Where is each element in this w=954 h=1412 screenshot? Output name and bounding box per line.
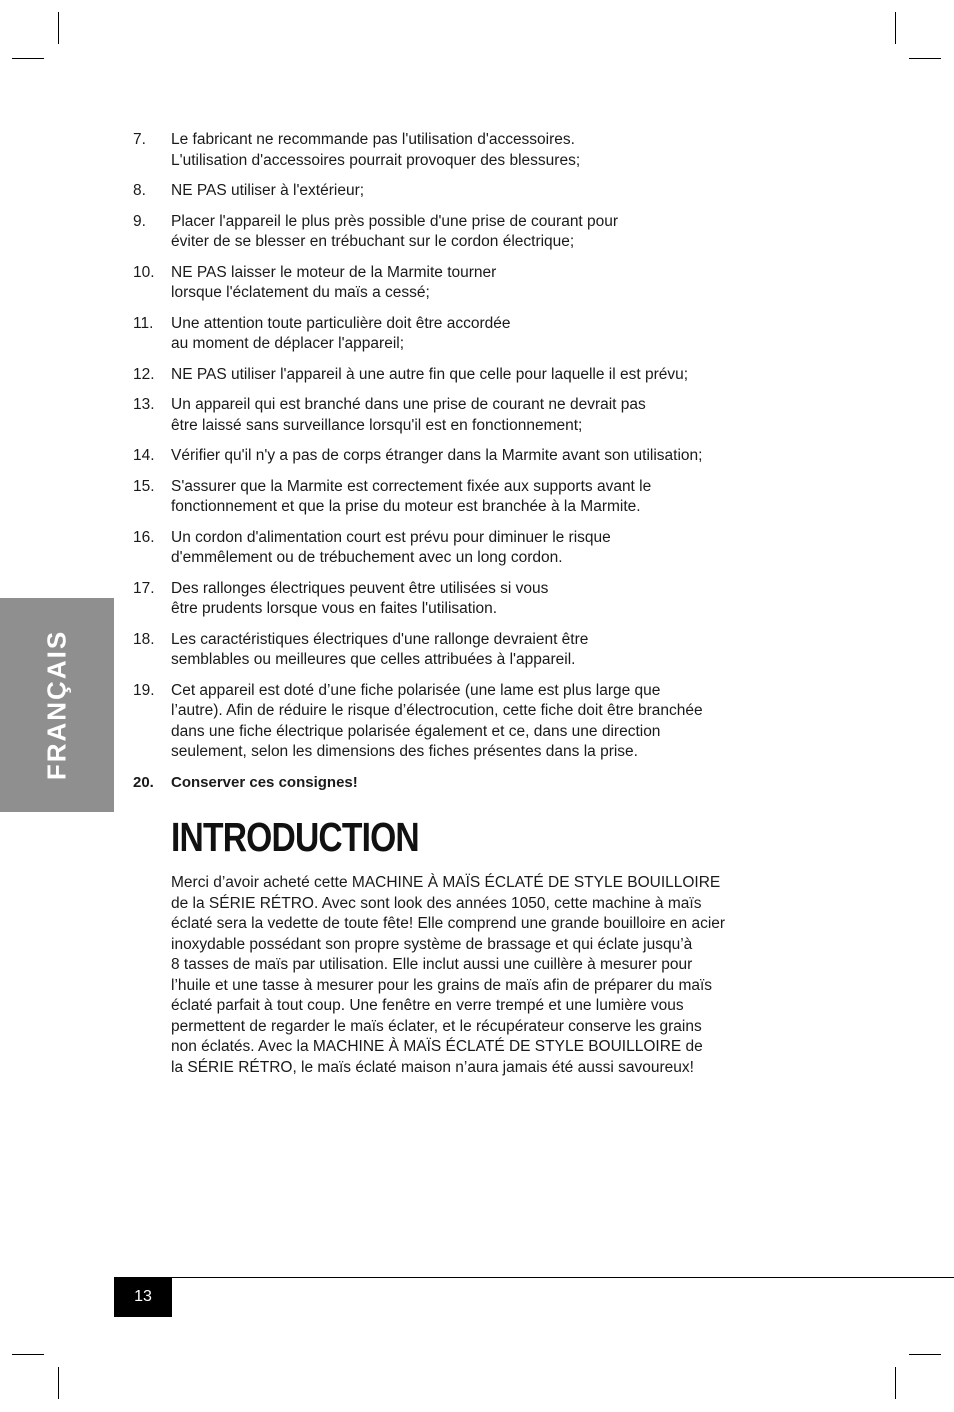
text-line: non éclatés. Avec la MACHINE À MAÏS ÉCLATÉ DE STYLE BOUILLOIRE de bbox=[171, 1038, 703, 1055]
list-item-text bbox=[171, 263, 496, 304]
text-line: Des rallonges électriques peuvent être utilisées si vous bbox=[171, 579, 549, 597]
text-line: inoxydable possédant son propre système de brassage et qui éclate jusqu’à bbox=[171, 935, 693, 953]
list-item-number: 11. bbox=[133, 314, 154, 332]
list-item-number: 14. bbox=[133, 447, 155, 464]
text-line: Vérifier qu'il n'y a pas de corps étranger dans la Marmite avant son utilisation; bbox=[171, 447, 703, 464]
list-item-text bbox=[171, 681, 703, 763]
list-item-number: 8. bbox=[133, 182, 146, 199]
text-line: d'emmêlement ou de trébuchement avec un long cordon. bbox=[171, 549, 563, 566]
crop-mark bbox=[909, 58, 941, 59]
language-tab-label: FRANÇAIS bbox=[41, 629, 72, 781]
text-line: 8 tasses de maïs par utilisation. Elle inclut aussi une cuillère à mesurer pour bbox=[171, 956, 693, 973]
list-item-text bbox=[171, 446, 702, 467]
text-line: l’autre). Afin de réduire le risque d’électrocution, cette fiche doit être branchée bbox=[171, 702, 703, 719]
text-line: lorsque l'éclatement du maïs a cessé; bbox=[171, 284, 430, 301]
text-line: NE PAS utiliser l'appareil à une autre fin que celle pour laquelle il est prévu; bbox=[171, 365, 689, 383]
list-item-text bbox=[171, 773, 358, 794]
list-item bbox=[133, 630, 813, 671]
list-item-text bbox=[171, 130, 580, 171]
text-line: Placer l'appareil le plus près possible d'une prise de courant pour bbox=[171, 212, 619, 230]
text-line: Merci d’avoir acheté cette MACHINE À MAÏS ÉCLATÉ DE STYLE BOUILLOIRE bbox=[171, 874, 721, 891]
list-item-number: 19. bbox=[133, 681, 155, 699]
list-item-text bbox=[171, 212, 618, 253]
text-line: fonctionnement et que la prise du moteur est branchée à la Marmite. bbox=[171, 498, 641, 515]
list-item-number: 7. bbox=[133, 131, 146, 148]
text-line: NE PAS laisser le moteur de la Marmite tourner bbox=[171, 263, 497, 281]
text-line: Le fabricant ne recommande pas l'utilisation d'accessoires. bbox=[171, 131, 575, 148]
text-line: de la SÉRIE RÉTRO. Avec sont look des années 1050, cette machine à maïs bbox=[171, 894, 702, 912]
crop-mark bbox=[12, 1354, 44, 1355]
text-line: S'assurer que la Marmite est correctement fixée aux supports avant le bbox=[171, 477, 652, 495]
list-item-text bbox=[171, 477, 651, 518]
text-line: éclaté sera la vedette de toute fête! Elle comprend une grande bouilloire en acier bbox=[171, 915, 726, 932]
text-line: dans une fiche électrique polarisée également et ce, dans une direction bbox=[171, 722, 661, 740]
list-item-number: 9. bbox=[133, 212, 146, 230]
crop-mark bbox=[895, 1367, 896, 1399]
text-line: Conserver ces consignes! bbox=[171, 773, 358, 791]
text-line: l’huile et une tasse à mesurer pour les grains de maïs afin de préparer du maïs bbox=[171, 976, 713, 994]
list-item bbox=[133, 365, 813, 386]
list-item-number: 18. bbox=[133, 630, 155, 648]
list-item bbox=[133, 212, 813, 253]
list-item bbox=[133, 477, 813, 518]
list-item bbox=[133, 579, 813, 620]
language-side-tab bbox=[0, 598, 114, 812]
list-item-text bbox=[171, 579, 548, 620]
text-line: éclaté parfait à tout coup. Une fenêtre en verre trempé et une lumière vous bbox=[171, 997, 684, 1014]
text-line: Une attention toute particulière doit être accordée bbox=[171, 314, 511, 332]
text-line: permettent de regarder le maïs éclater, et le récupérateur conserve les grains bbox=[171, 1017, 702, 1035]
list-item-text bbox=[171, 528, 611, 569]
crop-mark bbox=[58, 1367, 59, 1399]
text-line: au moment de déplacer l'appareil; bbox=[171, 335, 405, 352]
list-item bbox=[133, 130, 813, 171]
text-line: éviter de se blesser en trébuchant sur le cordon électrique; bbox=[171, 233, 575, 250]
list-item bbox=[133, 681, 813, 763]
text-line: Un cordon d'alimentation court est prévu pour diminuer le risque bbox=[171, 528, 611, 546]
introduction-paragraph bbox=[171, 873, 831, 1078]
text-line: être prudents lorsque vous en faites l'utilisation. bbox=[171, 600, 498, 617]
text-line: semblables ou meilleures que celles attribuées à l'appareil. bbox=[171, 651, 576, 668]
list-item-number: 20. bbox=[133, 773, 154, 791]
list-item-text bbox=[171, 181, 364, 202]
list-item bbox=[133, 773, 813, 794]
text-line: L'utilisation d'accessoires pourrait provoquer des blessures; bbox=[171, 151, 581, 169]
introduction-heading: INTRODUCTION bbox=[171, 814, 419, 860]
list-item bbox=[133, 446, 813, 467]
crop-mark bbox=[895, 12, 896, 44]
crop-mark bbox=[12, 58, 44, 59]
list-item-text bbox=[171, 395, 646, 436]
list-item bbox=[133, 314, 813, 355]
text-line: seulement, selon les dimensions des fiches présentes dans la prise. bbox=[171, 743, 638, 760]
crop-mark bbox=[58, 12, 59, 44]
text-line: être laissé sans surveillance lorsqu'il est en fonctionnement; bbox=[171, 416, 583, 434]
list-item-number: 17. bbox=[133, 579, 155, 597]
list-item bbox=[133, 263, 813, 304]
page-number: 13 bbox=[114, 1277, 172, 1317]
text-line: Cet appareil est doté d’une fiche polarisée (une lame est plus large que bbox=[171, 681, 661, 699]
list-item-number: 16. bbox=[133, 528, 155, 546]
list-item bbox=[133, 528, 813, 569]
list-item-number: 15. bbox=[133, 477, 155, 495]
list-item-text bbox=[171, 630, 588, 671]
footer-rule bbox=[114, 1277, 954, 1278]
list-item bbox=[133, 181, 813, 202]
list-item bbox=[133, 395, 813, 436]
text-line: Un appareil qui est branché dans une prise de courant ne devrait pas bbox=[171, 396, 646, 413]
list-item-number: 10. bbox=[133, 263, 155, 281]
text-line: la SÉRIE RÉTRO, le maïs éclaté maison n’aura jamais été aussi savoureux! bbox=[171, 1058, 694, 1076]
list-item-number: 12. bbox=[133, 365, 155, 383]
text-line: NE PAS utiliser à l'extérieur; bbox=[171, 182, 365, 199]
list-item-text bbox=[171, 314, 511, 355]
list-item-text bbox=[171, 365, 688, 386]
crop-mark bbox=[909, 1354, 941, 1355]
text-line: Les caractéristiques électriques d'une rallonge devraient être bbox=[171, 630, 589, 648]
list-item-number: 13. bbox=[133, 396, 155, 413]
safety-instructions-list bbox=[133, 130, 813, 803]
